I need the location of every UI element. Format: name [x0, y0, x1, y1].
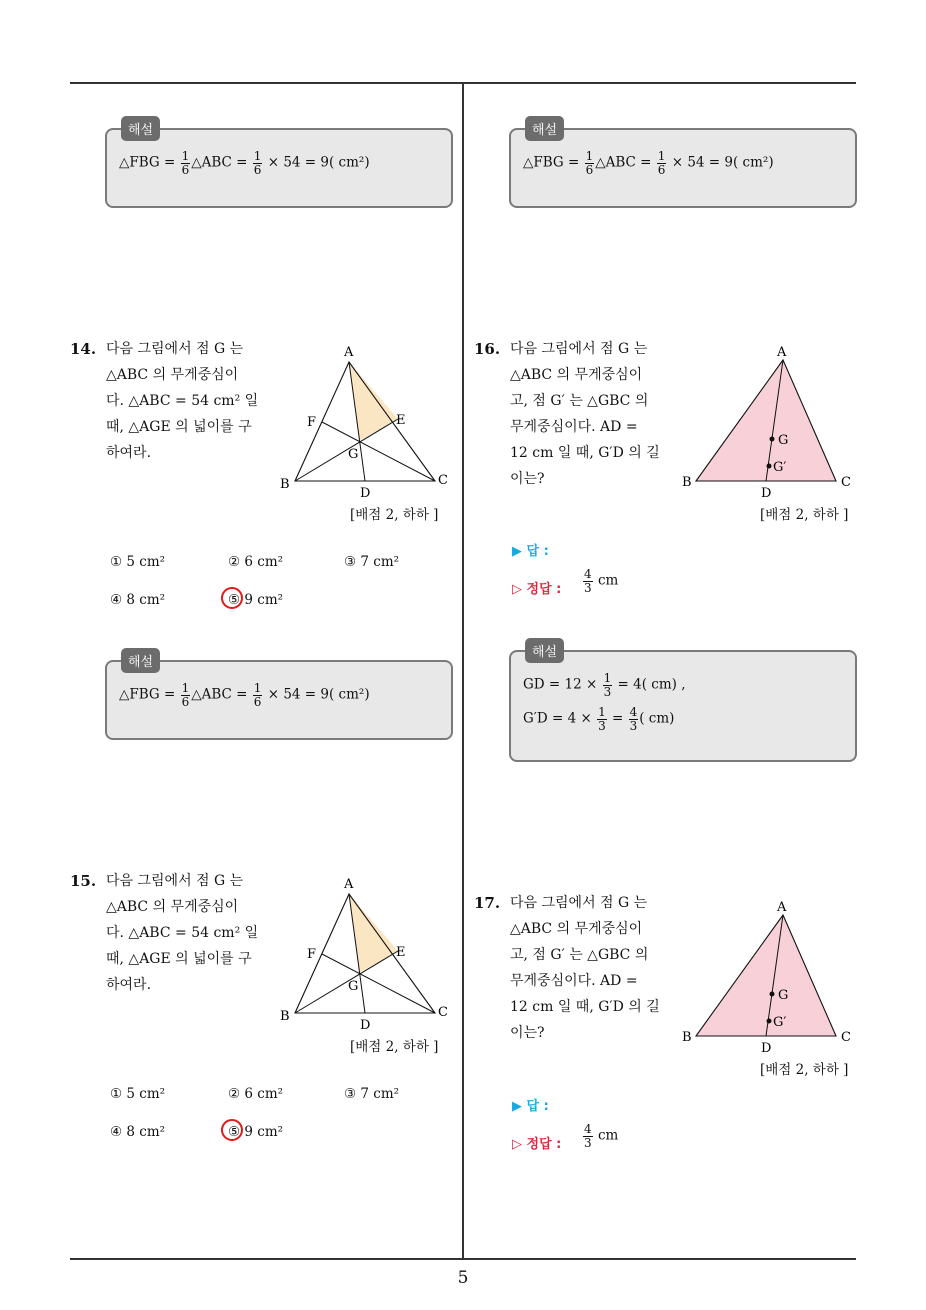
formula-text: △FBG = — [119, 686, 176, 703]
fraction: $\frac{1}{6}$ — [253, 149, 262, 177]
solution-formula — [119, 150, 370, 176]
unit: cm — [597, 1127, 619, 1144]
choice-1[interactable]: ① 5 cm² — [110, 1086, 166, 1102]
solution-tag: 해설 — [121, 648, 160, 673]
unit: cm — [597, 572, 619, 589]
problem-line: 이는? — [510, 1025, 545, 1041]
problem-line: 다음 그림에서 점 G 는 — [510, 341, 648, 357]
solution-box-top-left — [105, 123, 453, 208]
answer-label: ▶ 답 : — [512, 544, 549, 559]
label-a: A — [344, 345, 354, 360]
selected-answer-circle — [221, 587, 243, 609]
label-c: C — [841, 1030, 851, 1045]
choice-5[interactable]: ⑤ 9 cm² — [228, 1124, 284, 1140]
triangle-abc — [696, 360, 836, 481]
shaded-triangle-age — [349, 894, 398, 973]
score-meta: [배점 2, 하하 ] — [760, 507, 849, 523]
choice-4[interactable]: ④ 8 cm² — [110, 1124, 166, 1140]
answer-label: ▶ 답 : — [512, 1099, 549, 1114]
solution-box-16 — [509, 645, 857, 762]
formula-text: △FBG = — [119, 154, 176, 171]
problem-line: 하여라. — [106, 977, 152, 993]
label-a: A — [777, 900, 787, 915]
score-meta: [배점 2, 하하 ] — [350, 1039, 439, 1055]
formula-text: △ABC = — [595, 154, 652, 171]
formula-text: = — [612, 710, 624, 727]
label-c: C — [438, 473, 448, 488]
problem-line: 무게중심이다. AD = — [510, 973, 638, 989]
fraction: $\frac{1}{6}$ — [585, 149, 594, 177]
label-f: F — [307, 947, 317, 962]
label-c: C — [438, 1005, 448, 1020]
problem-line: 때, △AGE 의 넓이를 구 — [106, 419, 252, 435]
solution-tag: 해설 — [121, 116, 160, 141]
problem-line: △ABC 의 무게중심이 — [106, 899, 239, 915]
problem-line: 고, 점 G′ 는 △GBC 의 — [510, 393, 649, 409]
formula-text: △ABC = — [191, 154, 248, 171]
fraction: $\frac{1}{3}$ — [603, 671, 612, 699]
label-g: G — [348, 979, 359, 994]
problem-line: 다. △ABC = 54 cm² 일 — [106, 925, 259, 941]
solution-formula — [119, 682, 370, 708]
formula-text: ( cm) — [639, 710, 675, 727]
correct-label: ▷ 정답 : — [512, 582, 562, 597]
choice-3[interactable]: ③ 7 cm² — [344, 1086, 400, 1102]
solution-box-top-right — [509, 123, 857, 208]
formula-text: = 4( cm) , — [617, 676, 686, 693]
label-f: F — [307, 415, 317, 430]
problem-line: 다음 그림에서 점 G 는 — [106, 873, 244, 889]
solution-line-1 — [523, 672, 686, 698]
problem-line: 이는? — [510, 471, 545, 487]
bottom-rule — [70, 1258, 856, 1260]
figure-16-triangle — [678, 340, 858, 500]
figure-14-triangle — [275, 340, 455, 500]
label-d: D — [761, 486, 772, 500]
fraction: $\frac{1}{6}$ — [657, 149, 666, 177]
figure-17-triangle — [678, 895, 858, 1055]
problem-line: 고, 점 G′ 는 △GBC 의 — [510, 947, 649, 963]
choice-1[interactable]: ① 5 cm² — [110, 554, 166, 570]
problem-line: 때, △AGE 의 넓이를 구 — [106, 951, 252, 967]
problem-number: 17. — [474, 894, 501, 912]
score-meta: [배점 2, 하하 ] — [350, 507, 439, 523]
problem-line: 12 cm 일 때, G′D 의 길 — [510, 445, 660, 461]
score-meta: [배점 2, 하하 ] — [760, 1062, 849, 1078]
problem-line: 12 cm 일 때, G′D 의 길 — [510, 999, 660, 1015]
formula-text: GD = 12 × — [523, 676, 598, 693]
label-g: G — [348, 447, 359, 462]
label-g: G — [778, 988, 789, 1003]
fraction: $\frac{1}{6}$ — [181, 149, 190, 177]
column-divider — [462, 82, 464, 1259]
problem-text — [106, 336, 258, 466]
label-b: B — [682, 1030, 692, 1045]
point-g-prime — [767, 464, 772, 469]
problem-line: 하여라. — [106, 445, 152, 461]
problem-line: △ABC 의 무게중심이 — [510, 921, 643, 937]
label-b: B — [280, 1009, 290, 1024]
choice-4[interactable]: ④ 8 cm² — [110, 592, 166, 608]
problem-line: △ABC 의 무게중심이 — [106, 367, 239, 383]
solution-tag: 해설 — [525, 116, 564, 141]
label-g: G — [778, 433, 789, 448]
formula-text: △ABC = — [191, 686, 248, 703]
solution-tag: 해설 — [525, 638, 564, 663]
point-g — [770, 437, 775, 442]
choice-2[interactable]: ② 6 cm² — [228, 554, 284, 570]
shaded-triangle-age — [349, 362, 398, 441]
formula-text: × 54 = 9( cm²) — [671, 154, 774, 171]
problem-text — [106, 868, 258, 998]
problem-number: 14. — [70, 340, 97, 358]
fraction: $\frac{1}{6}$ — [253, 681, 262, 709]
figure-15-triangle — [275, 872, 455, 1032]
fraction: $\frac{4}{3}$ — [584, 567, 592, 595]
fraction: $\frac{4}{3}$ — [629, 705, 638, 733]
point-g — [770, 992, 775, 997]
label-b: B — [280, 477, 290, 492]
fraction: $\frac{1}{3}$ — [598, 705, 606, 733]
solution-line-2 — [523, 706, 674, 732]
solution-formula — [523, 150, 774, 176]
problem-line: 다음 그림에서 점 G 는 — [106, 341, 244, 357]
triangle-abc — [696, 915, 836, 1036]
solution-box-14 — [105, 655, 453, 740]
choice-5[interactable]: ⑤ 9 cm² — [228, 592, 284, 608]
label-d: D — [360, 486, 371, 500]
problem-text — [510, 336, 660, 492]
problem-line: △ABC 의 무게중심이 — [510, 367, 643, 383]
fraction: $\frac{1}{6}$ — [181, 681, 190, 709]
label-a: A — [777, 345, 787, 360]
formula-text: △FBG = — [523, 154, 580, 171]
label-g-prime: G′ — [773, 1015, 787, 1030]
correct-label: ▷ 정답 : — [512, 1137, 562, 1152]
problem-number: 15. — [70, 872, 97, 890]
formula-text: × 54 = 9( cm²) — [267, 154, 370, 171]
label-c: C — [841, 475, 851, 490]
problem-number: 16. — [474, 340, 501, 358]
point-g-prime — [767, 1019, 772, 1024]
label-d: D — [360, 1018, 371, 1032]
selected-answer-circle — [221, 1119, 243, 1141]
label-d: D — [761, 1041, 772, 1055]
correct-value — [582, 1123, 618, 1149]
correct-value — [582, 568, 618, 594]
choice-2[interactable]: ② 6 cm² — [228, 1086, 284, 1102]
label-a: A — [344, 877, 354, 892]
label-b: B — [682, 475, 692, 490]
page-number: 5 — [457, 1268, 469, 1288]
label-e: E — [396, 945, 406, 960]
problem-line: 무게중심이다. AD = — [510, 419, 638, 435]
label-g-prime: G′ — [773, 460, 787, 475]
label-e: E — [396, 413, 406, 428]
problem-line: 다음 그림에서 점 G 는 — [510, 895, 648, 911]
fraction: $\frac{4}{3}$ — [584, 1122, 592, 1150]
problem-text — [510, 890, 660, 1046]
problem-line: 다. △ABC = 54 cm² 일 — [106, 393, 259, 409]
choice-3[interactable]: ③ 7 cm² — [344, 554, 400, 570]
formula-text: G′D = 4 × — [523, 710, 592, 727]
formula-text: × 54 = 9( cm²) — [267, 686, 370, 703]
